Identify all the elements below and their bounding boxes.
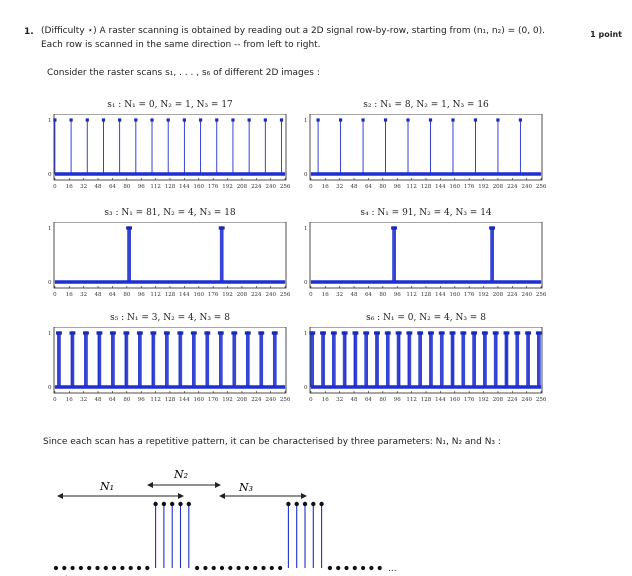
diagram-zero-dot — [212, 566, 216, 570]
x-tick-label: 240 — [521, 292, 532, 298]
stem-marker — [86, 331, 89, 334]
stem-marker — [492, 226, 495, 229]
stem-marker — [344, 331, 347, 334]
x-tick-label: 240 — [521, 397, 532, 403]
y-tick-label: 1 — [48, 331, 52, 337]
x-tick-label: 192 — [222, 292, 233, 298]
y-tick-label: 1 — [48, 226, 52, 232]
diagram-zero-dot — [95, 566, 99, 570]
stem-marker — [221, 226, 224, 229]
x-tick-label: 128 — [164, 397, 176, 403]
x-tick-label: 96 — [393, 292, 401, 298]
stem-marker — [234, 331, 237, 334]
stem-marker — [361, 118, 364, 121]
stem-marker — [485, 331, 488, 334]
stem-marker — [231, 118, 234, 121]
x-tick-label: 224 — [251, 184, 262, 190]
question-text-line-1: (Difficulty ⋆) A raster scanning is obtained by reading out a 2D signal row-by-row, starting from (n₁, n₂) = (0, 0). — [41, 26, 546, 36]
diagram-stem-dot — [153, 502, 157, 506]
y-tick-label: 0 — [48, 172, 52, 178]
x-tick-label: 96 — [393, 397, 401, 403]
x-tick-label: 176 — [207, 292, 219, 298]
x-tick-label: 160 — [193, 397, 205, 403]
x-tick-label: 224 — [507, 292, 518, 298]
diagram-zero-dot — [344, 566, 348, 570]
stem-marker — [431, 331, 434, 334]
stem-marker — [506, 331, 509, 334]
x-tick-label: 96 — [137, 184, 145, 190]
stem-marker — [388, 331, 391, 334]
diagram-stem-dot — [303, 502, 307, 506]
stem-marker — [496, 118, 499, 121]
x-tick-label: 32 — [80, 184, 88, 190]
y-tick-label: 1 — [304, 226, 308, 232]
diagram-stem-dot — [178, 502, 182, 506]
diagram-zero-dot — [120, 566, 124, 570]
stem-marker — [167, 331, 170, 334]
x-tick-label: 112 — [150, 397, 161, 403]
diagram-zero-dot — [237, 566, 241, 570]
stem-marker — [334, 331, 337, 334]
stem-marker — [517, 331, 520, 334]
x-tick-label: 256 — [535, 292, 547, 298]
stem-marker — [366, 331, 369, 334]
x-tick-label: 48 — [94, 292, 102, 298]
diagram-zero-dot — [369, 566, 373, 570]
x-tick-label: 32 — [336, 292, 344, 298]
x-tick-label: 192 — [478, 397, 489, 403]
x-tick-label: 208 — [492, 397, 504, 403]
stem-marker — [420, 331, 423, 334]
stem-marker — [377, 331, 380, 334]
stem-marker — [384, 118, 387, 121]
diagram-stem-dot — [170, 502, 174, 506]
x-tick-label: 16 — [321, 184, 329, 190]
stem-marker — [248, 118, 251, 121]
x-tick-label: 32 — [336, 184, 344, 190]
y-tick-label: 0 — [48, 385, 52, 391]
y-tick-label: 1 — [304, 118, 308, 124]
plot-frame — [54, 327, 286, 393]
plot-title-s4: s₄ : N₁ = 91, N₂ = 4, N₃ = 14 — [360, 208, 492, 218]
diagram-zero-dot — [137, 566, 141, 570]
x-tick-label: 128 — [164, 184, 176, 190]
stem-marker — [528, 331, 531, 334]
diagram-zero-dot — [353, 566, 357, 570]
stem-marker — [150, 118, 153, 121]
x-tick-label: 32 — [336, 397, 344, 403]
stem-marker — [519, 118, 522, 121]
question-number: 1. — [24, 27, 34, 37]
x-tick-label: 0 — [309, 397, 313, 403]
stem-marker — [452, 331, 455, 334]
x-tick-label: 208 — [236, 184, 248, 190]
stem-plot-s6 — [304, 327, 548, 413]
x-tick-label: 16 — [65, 184, 73, 190]
parameters-text: Since each scan has a repetitive pattern, it can be characterised by three parameters: N₁, N₂ and N₃ : — [43, 437, 501, 447]
x-tick-label: 192 — [478, 292, 489, 298]
stem-plot-s2 — [304, 114, 548, 200]
x-tick-label: 160 — [193, 184, 205, 190]
x-tick-label: 176 — [207, 184, 219, 190]
stem-marker — [99, 331, 102, 334]
diagram-zero-dot — [129, 566, 133, 570]
x-tick-label: 256 — [279, 184, 291, 190]
x-tick-label: 160 — [449, 397, 461, 403]
x-tick-label: 16 — [65, 397, 73, 403]
x-tick-label: 80 — [123, 397, 131, 403]
diagram-zero-dot — [261, 566, 265, 570]
x-tick-label: 144 — [179, 292, 190, 298]
diagram-label-n3: N₃ — [239, 481, 254, 494]
diagram-zero-dot — [62, 566, 66, 570]
x-tick-label: 160 — [193, 292, 205, 298]
x-tick-label: 208 — [236, 397, 248, 403]
stem-plot-s4 — [304, 222, 548, 308]
stem-marker — [539, 331, 542, 334]
diagram-ellipsis: ... — [388, 564, 397, 574]
points-badge: 1 point — [590, 30, 622, 39]
plot-title-s5: s₅ : N₁ = 3, N₂ = 4, N₃ = 8 — [110, 313, 230, 323]
x-tick-label: 128 — [420, 184, 432, 190]
stem-marker — [69, 118, 72, 121]
x-tick-label: 176 — [463, 292, 475, 298]
x-tick-label: 64 — [108, 292, 116, 298]
stem-marker — [126, 331, 129, 334]
diagram-zero-dot — [79, 566, 83, 570]
x-tick-label: 48 — [350, 397, 358, 403]
stem-plot-s3 — [48, 222, 292, 308]
x-tick-label: 0 — [309, 184, 313, 190]
x-tick-label: 112 — [150, 184, 161, 190]
x-tick-label: 256 — [535, 397, 547, 403]
stem-marker — [153, 331, 156, 334]
intro-text: Consider the raster scans s₁, . . . , s₆ of different 2D images : — [47, 68, 320, 78]
diagram-zero-dot — [112, 566, 116, 570]
diagram-zero-dot — [378, 566, 382, 570]
stem-marker — [194, 331, 197, 334]
stem-marker — [339, 118, 342, 121]
diagram-zero-dot — [253, 566, 257, 570]
stem-marker — [406, 118, 409, 121]
diagram-zero-dot — [71, 566, 75, 570]
stem-marker — [86, 118, 89, 121]
plot-title-s2: s₂ : N₁ = 8, N₂ = 1, N₃ = 16 — [363, 100, 489, 110]
x-tick-label: 176 — [463, 184, 475, 190]
x-tick-label: 64 — [108, 397, 116, 403]
x-tick-label: 64 — [364, 397, 372, 403]
diagram-label-n1: N₁ — [100, 480, 115, 493]
stem-marker — [134, 118, 137, 121]
x-tick-label: 224 — [251, 397, 262, 403]
y-tick-label: 1 — [304, 331, 308, 337]
stem-marker — [280, 118, 283, 121]
stem-marker — [102, 118, 105, 121]
x-tick-label: 48 — [350, 184, 358, 190]
diagram-stem-dot — [187, 502, 191, 506]
x-tick-label: 160 — [449, 184, 461, 190]
x-tick-label: 208 — [236, 292, 248, 298]
x-tick-label: 112 — [150, 292, 161, 298]
x-tick-label: 192 — [222, 397, 233, 403]
plot-frame — [54, 222, 286, 288]
diagram-stem-dot — [295, 502, 299, 506]
x-tick-label: 64 — [108, 184, 116, 190]
stem-marker — [221, 331, 224, 334]
x-tick-label: 16 — [321, 397, 329, 403]
stem-marker — [275, 331, 278, 334]
x-tick-label: 80 — [123, 292, 131, 298]
x-tick-label: 48 — [94, 184, 102, 190]
stem-marker — [316, 118, 319, 121]
x-tick-label: 240 — [265, 184, 276, 190]
plot-title-s1: s₁ : N₁ = 0, N₂ = 1, N₃ = 17 — [107, 100, 233, 110]
diagram-zero-dot — [54, 566, 58, 570]
stem-marker — [312, 331, 315, 334]
x-tick-label: 0 — [309, 292, 313, 298]
x-tick-label: 16 — [65, 292, 73, 298]
x-tick-label: 32 — [80, 397, 88, 403]
x-tick-label: 0 — [53, 184, 57, 190]
x-tick-label: 80 — [379, 184, 387, 190]
x-tick-label: 240 — [265, 397, 276, 403]
x-tick-label: 0 — [53, 397, 57, 403]
x-tick-label: 96 — [137, 397, 145, 403]
x-tick-label: 64 — [364, 184, 372, 190]
y-tick-label: 0 — [48, 280, 52, 286]
stem-marker — [429, 118, 432, 121]
x-tick-label: 80 — [379, 292, 387, 298]
y-tick-label: 1 — [48, 118, 52, 124]
stem-marker — [118, 118, 121, 121]
diagram-label-n2: N₂ — [174, 468, 189, 481]
diagram-zero-dot — [270, 566, 274, 570]
stem-marker — [199, 118, 202, 121]
diagram-zero-dot — [220, 566, 224, 570]
stem-marker — [451, 118, 454, 121]
diagram-zero-dot — [203, 566, 207, 570]
diagram-stem-dot — [162, 502, 166, 506]
y-tick-label: 0 — [304, 280, 308, 286]
x-tick-label: 144 — [435, 184, 446, 190]
diagram-zero-dot — [336, 566, 340, 570]
diagram-zero-dot — [87, 566, 91, 570]
x-tick-label: 80 — [123, 184, 131, 190]
x-tick-label: 96 — [137, 292, 145, 298]
plot-frame — [310, 114, 542, 180]
question-text-line-2: Each row is scanned in the same direction -- from left to right. — [41, 40, 321, 50]
x-tick-label: 240 — [265, 292, 276, 298]
x-tick-label: 224 — [507, 184, 518, 190]
diagram-stem-dot — [286, 502, 290, 506]
x-tick-label: 64 — [364, 292, 372, 298]
stem-marker — [129, 226, 132, 229]
diagram-zero-dot — [361, 566, 365, 570]
stem-marker — [264, 118, 267, 121]
stem-marker — [463, 331, 466, 334]
stem-marker — [323, 331, 326, 334]
stem-marker — [207, 331, 210, 334]
plot-frame — [310, 222, 542, 288]
x-tick-label: 112 — [406, 397, 417, 403]
diagram-zero-dot — [245, 566, 249, 570]
x-tick-label: 96 — [393, 184, 401, 190]
diagram-stem-dot — [319, 502, 323, 506]
stem-marker — [215, 118, 218, 121]
diagram-zero-dot — [195, 566, 199, 570]
x-tick-label: 208 — [492, 292, 504, 298]
x-tick-label: 128 — [420, 292, 432, 298]
x-tick-label: 192 — [478, 184, 489, 190]
x-tick-label: 256 — [279, 397, 291, 403]
x-tick-label: 128 — [420, 397, 432, 403]
stem-marker — [113, 331, 116, 334]
stem-marker — [248, 331, 251, 334]
diagram-zero-dot — [278, 566, 282, 570]
x-tick-label: 176 — [463, 397, 475, 403]
y-tick-label: 0 — [304, 385, 308, 391]
x-tick-label: 256 — [279, 292, 291, 298]
plot-frame — [54, 114, 286, 180]
x-tick-label: 224 — [251, 292, 262, 298]
stem-marker — [180, 331, 183, 334]
stem-plot-s5 — [48, 327, 292, 413]
x-tick-label: 192 — [222, 184, 233, 190]
diagram-zero-dot — [145, 566, 149, 570]
diagram-stem-dot — [311, 502, 315, 506]
x-tick-label: 128 — [164, 292, 176, 298]
diagram-zero-dot — [228, 566, 232, 570]
stem-marker — [355, 331, 358, 334]
x-tick-label: 112 — [406, 184, 417, 190]
stem-marker — [140, 331, 143, 334]
x-tick-label: 0 — [53, 292, 57, 298]
stem-marker — [53, 118, 56, 121]
stem-marker — [394, 226, 397, 229]
x-tick-label: 48 — [94, 397, 102, 403]
x-tick-label: 176 — [207, 397, 219, 403]
plot-title-s3: s₃ : N₁ = 81, N₂ = 4, N₃ = 18 — [104, 208, 236, 218]
parameter-diagram — [40, 462, 420, 576]
x-tick-label: 144 — [179, 184, 190, 190]
stem-marker — [474, 118, 477, 121]
x-tick-label: 160 — [449, 292, 461, 298]
stem-marker — [72, 331, 75, 334]
stem-marker — [474, 331, 477, 334]
y-tick-label: 0 — [304, 172, 308, 178]
x-tick-label: 48 — [350, 292, 358, 298]
x-tick-label: 256 — [535, 184, 547, 190]
plot-title-s6: s₆ : N₁ = 0, N₂ = 4, N₃ = 8 — [366, 313, 486, 323]
stem-plot-s1 — [48, 114, 292, 200]
stem-marker — [398, 331, 401, 334]
diagram-zero-dot — [328, 566, 332, 570]
stem-marker — [441, 331, 444, 334]
x-tick-label: 144 — [435, 397, 446, 403]
x-tick-label: 80 — [379, 397, 387, 403]
stem-marker — [409, 331, 412, 334]
x-tick-label: 144 — [435, 292, 446, 298]
x-tick-label: 32 — [80, 292, 88, 298]
stem-marker — [495, 331, 498, 334]
x-tick-label: 208 — [492, 184, 504, 190]
diagram-zero-dot — [104, 566, 108, 570]
stem-marker — [183, 118, 186, 121]
stem-marker — [167, 118, 170, 121]
x-tick-label: 224 — [507, 397, 518, 403]
x-tick-label: 16 — [321, 292, 329, 298]
stem-marker — [59, 331, 62, 334]
x-tick-label: 144 — [179, 397, 190, 403]
x-tick-label: 240 — [521, 184, 532, 190]
x-tick-label: 112 — [406, 292, 417, 298]
stem-marker — [261, 331, 264, 334]
